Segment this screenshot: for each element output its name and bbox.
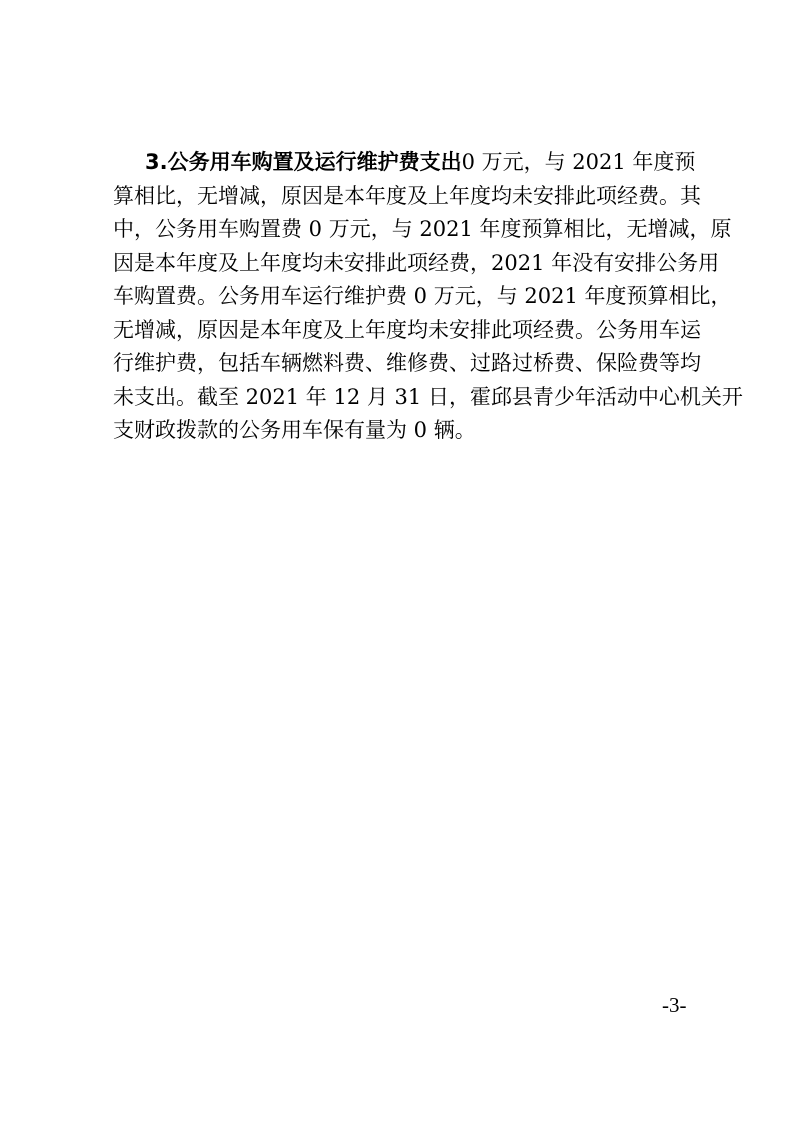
heading-line-text: 0 万元，与 2021 年度预 — [461, 150, 696, 174]
paragraph-line-3: 中，公务用车购置费 0 万元，与 2021 年度预算相比，无增减，原 — [113, 217, 732, 241]
paragraph-line-2: 算相比，无增减，原因是本年度及上年度均未安排此项经费。其 — [113, 183, 701, 208]
paragraph-line-5: 车购置费。公务用车运行维护费 0 万元，与 2021 年度预算相比， — [113, 284, 732, 308]
section-heading: 3.公务用车购置及运行维护费支出 — [145, 150, 462, 174]
body-paragraph — [113, 146, 743, 448]
paragraph-line-4: 因是本年度及上年度均未安排此项经费，2021 年没有安排公务用 — [113, 250, 720, 275]
paragraph-line-8: 未支出。截至 2021 年 12 月 31 日，霍邱县青少年活动中心机关开 — [113, 384, 743, 409]
page-number: -3- — [662, 993, 687, 1017]
paragraph-line-6: 无增减，原因是本年度及上年度均未安排此项经费。公务用车运 — [113, 317, 701, 342]
paragraph-line-9: 支财政拨款的公务用车保有量为 0 辆。 — [113, 418, 476, 442]
paragraph-line-1 — [113, 146, 695, 180]
paragraph-line-7: 行维护费，包括车辆燃料费、维修费、过路过桥费、保险费等均 — [113, 351, 701, 375]
